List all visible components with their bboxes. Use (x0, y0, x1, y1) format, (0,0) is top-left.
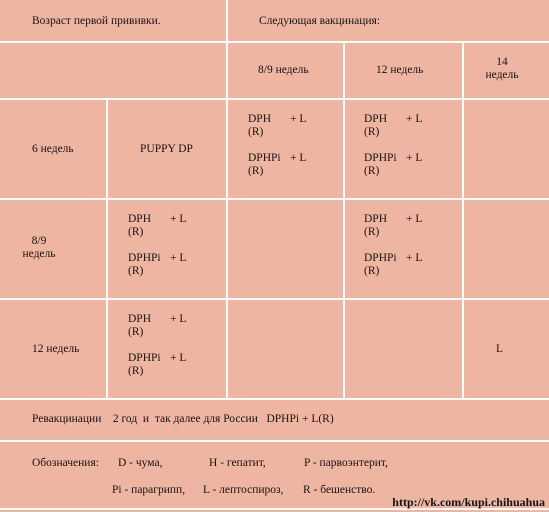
revaccination-text: Ревакцинации 2 год и так далее для России DPHPi + L(R) (32, 413, 334, 425)
row-divider (0, 398, 549, 400)
vaccine-rabies: (R) (128, 265, 144, 277)
vaccine-cell (128, 313, 186, 378)
header-col-14-unit: недель (485, 69, 519, 81)
legend-d: D - чума, (118, 457, 163, 469)
row-age-12: 12 недель (32, 343, 80, 355)
legend-l: L - лептоспироз, (203, 484, 284, 496)
vaccine-rabies: (R) (248, 165, 264, 177)
col-divider (462, 41, 464, 398)
row-divider (0, 98, 549, 100)
vaccine-plus: + L (290, 113, 307, 125)
vaccine-plus: + L (406, 213, 423, 225)
vaccine-rabies: (R) (364, 226, 380, 238)
header-col-14-number: 14 (496, 56, 508, 68)
legend-h: H - гепатит, (209, 457, 266, 469)
header-next-vaccination: Следующая вакцинация: (259, 15, 381, 27)
col-divider (343, 41, 345, 398)
legend-r: R - бешенство. (303, 484, 376, 496)
vaccine-code: DPH (248, 113, 272, 125)
vaccine-code: DPHPi (248, 152, 281, 164)
col-divider (106, 98, 108, 398)
vaccine-cell (364, 213, 422, 278)
legend-p: P - парвоэнтерит, (304, 457, 388, 469)
vaccine-code: DPHPi (128, 352, 161, 364)
row-age-unit: недель (22, 248, 56, 260)
vaccine-code: DPH (128, 213, 152, 225)
vaccine-rabies: (R) (128, 326, 144, 338)
vaccine-rabies: (R) (364, 165, 380, 177)
row-14-l: L (496, 343, 504, 355)
header-col-8-9: 8/9 недель (258, 64, 309, 76)
col-divider (226, 0, 228, 398)
row-divider (0, 440, 549, 442)
vaccine-plus: + L (170, 213, 187, 225)
row-first-puppy-dp: PUPPY DP (140, 143, 193, 155)
header-col-12: 12 недель (376, 64, 424, 76)
vaccine-code: DPH (128, 313, 152, 325)
vaccine-cell (248, 113, 306, 178)
header-first-vaccination: Возраст первой прививки. (32, 15, 161, 27)
row-age-8-9 (14, 235, 64, 261)
row-age-number: 8/9 (31, 235, 47, 247)
vaccine-rabies: (R) (364, 265, 380, 277)
vaccine-plus: + L (290, 152, 307, 164)
vaccine-rabies: (R) (128, 226, 144, 238)
vaccine-code: DPHPi (364, 252, 397, 264)
vaccine-plus: + L (170, 252, 187, 264)
vaccine-plus: + L (170, 313, 187, 325)
vaccine-cell (128, 213, 186, 278)
vaccine-plus: + L (170, 352, 187, 364)
vaccine-plus: + L (406, 113, 423, 125)
vaccine-code: DPH (364, 113, 388, 125)
vaccine-cell (364, 113, 422, 178)
row-divider (0, 41, 549, 43)
vaccine-plus: + L (406, 252, 423, 264)
legend-pi: Pi - парагрипп, (112, 484, 186, 496)
row-divider (0, 298, 549, 300)
watermark-url: http://vk.com/kupi.chihuahua (392, 495, 545, 509)
vaccine-rabies: (R) (364, 126, 380, 138)
header-col-14 (470, 56, 534, 82)
vaccine-rabies: (R) (128, 365, 144, 377)
legend-label: Обозначения: (32, 457, 99, 469)
vaccine-code: DPH (364, 213, 388, 225)
vaccine-code: DPHPi (128, 252, 161, 264)
vaccine-code: DPHPi (364, 152, 397, 164)
vaccine-plus: + L (406, 152, 423, 164)
row-age-6: 6 недель (32, 143, 74, 155)
row-divider (0, 198, 549, 200)
vaccine-rabies: (R) (248, 126, 264, 138)
